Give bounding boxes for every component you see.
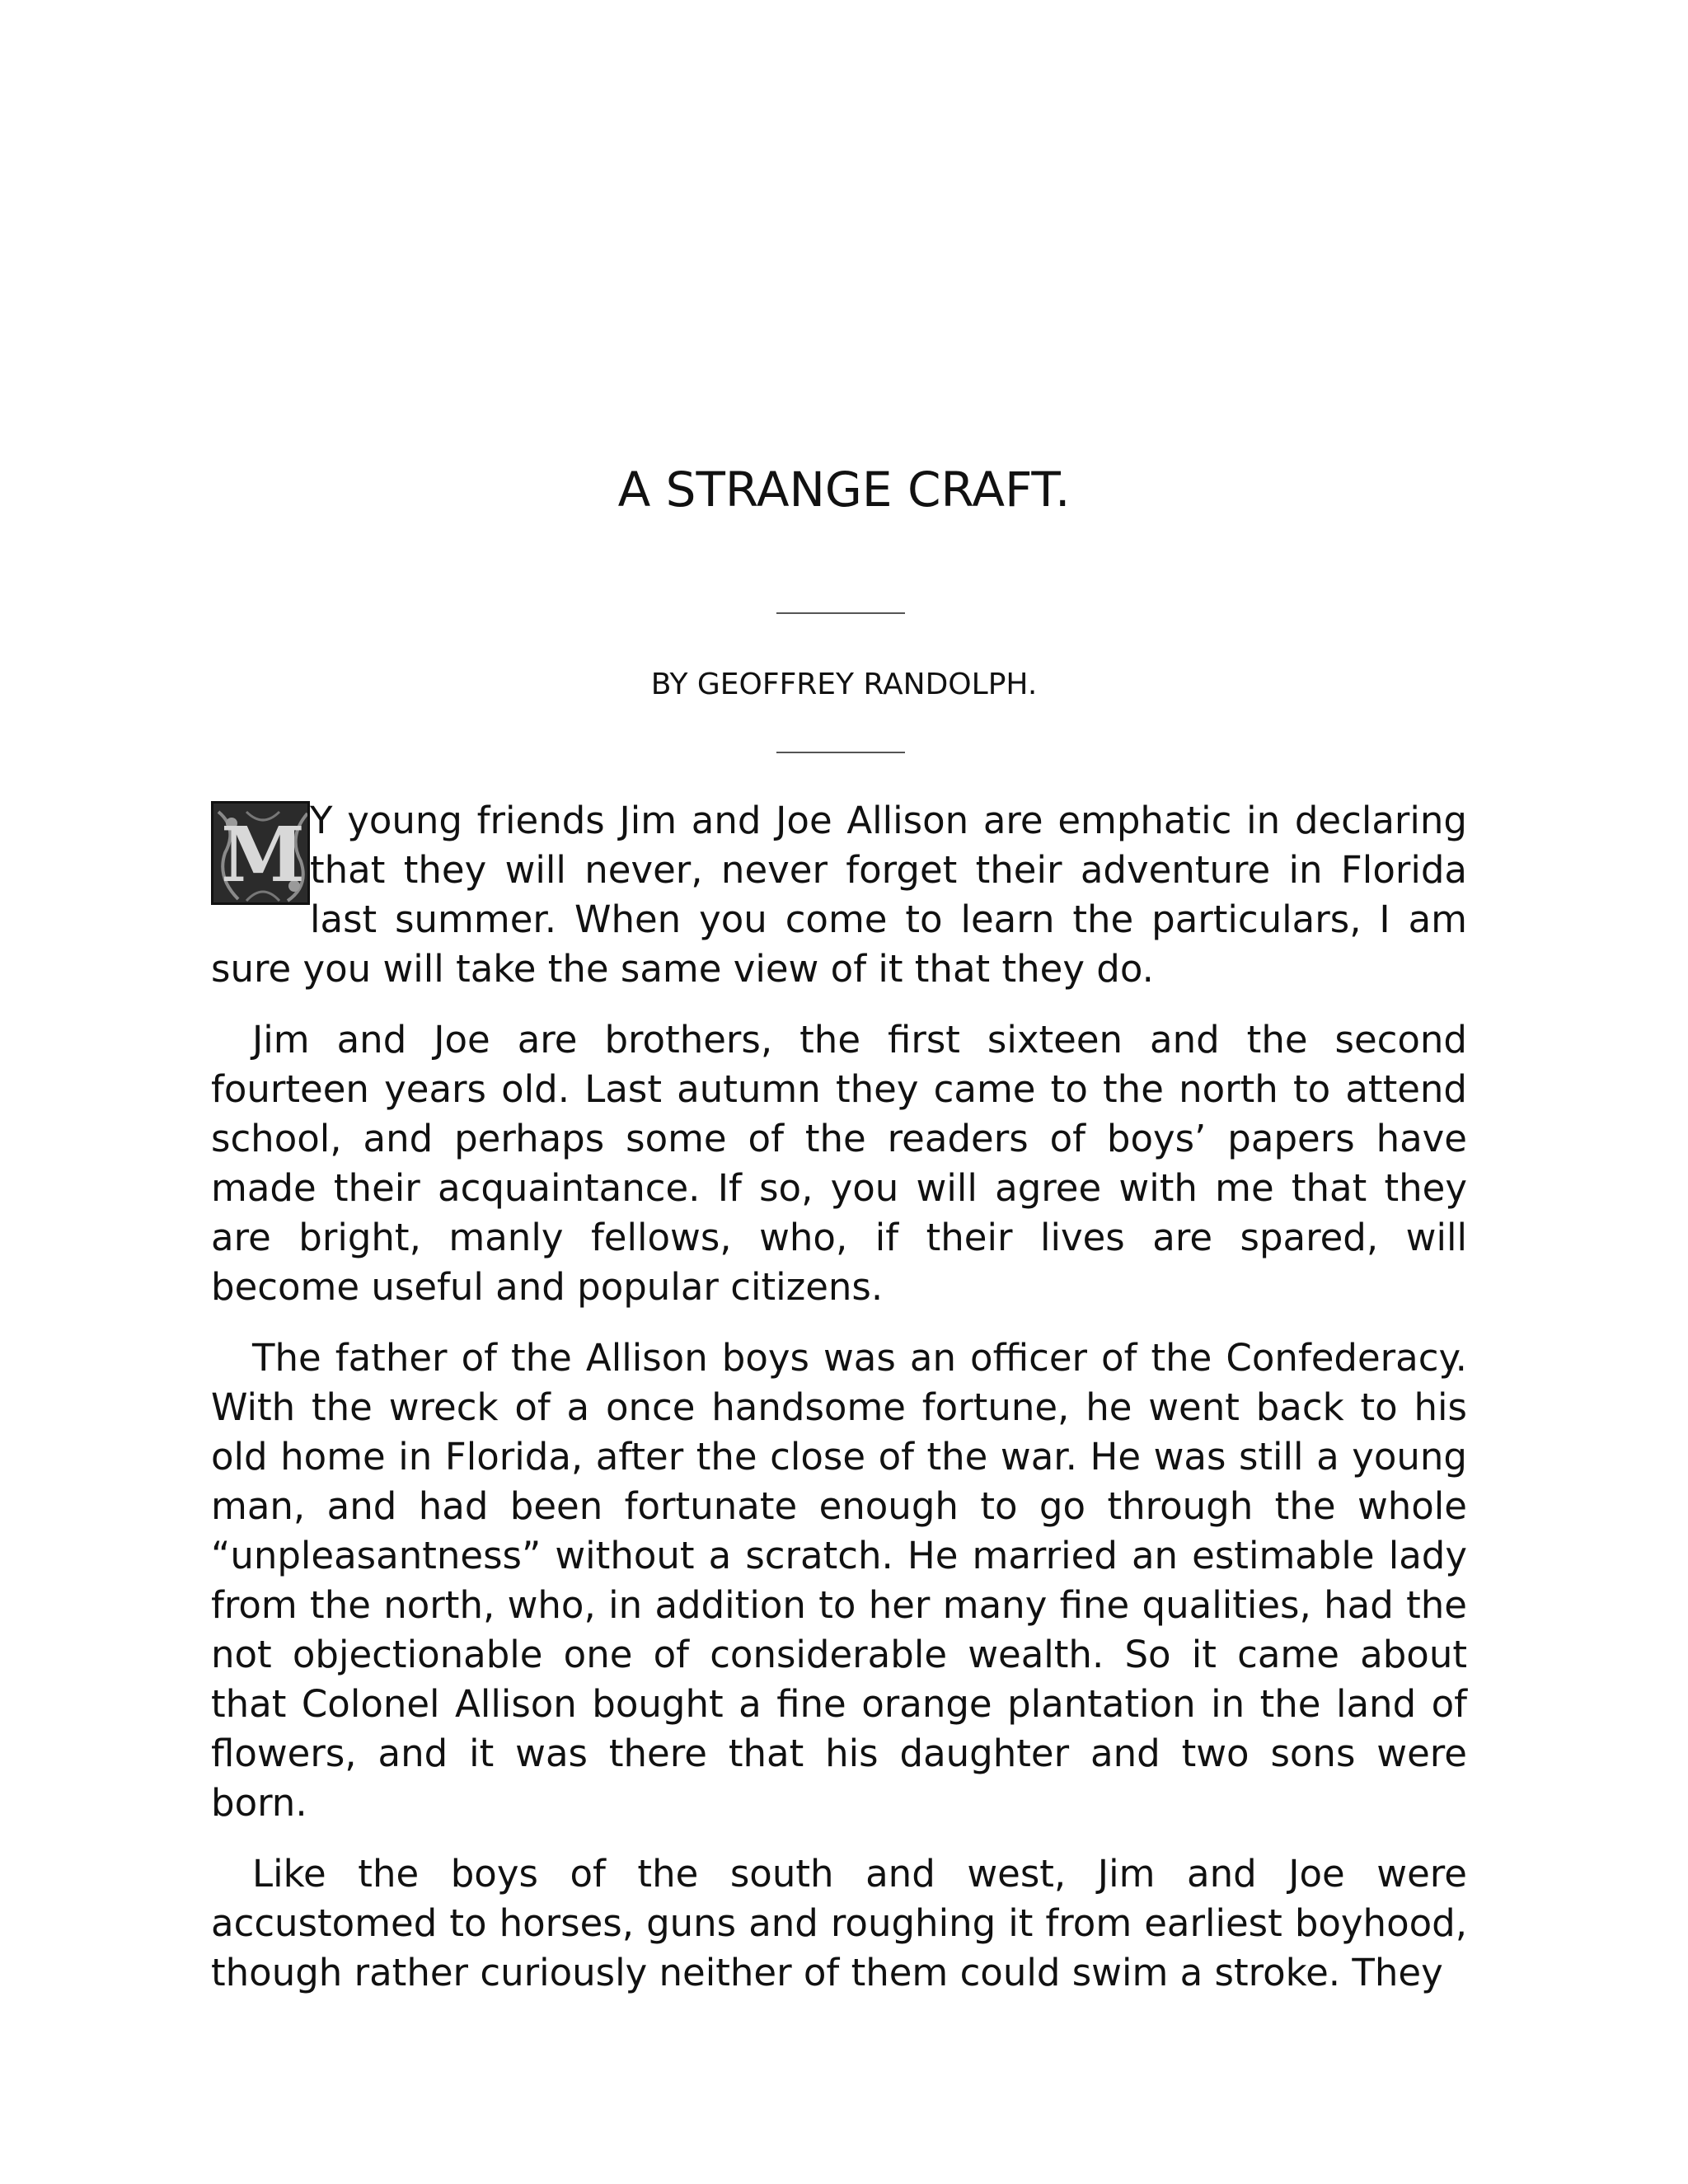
author-byline: BY GEOFFREY RANDOLPH. (650, 668, 1038, 701)
title-divider (776, 612, 905, 614)
paragraph-4: Like the boys of the south and west, Jim and Joe were accustomed to horses, guns and roughing it from earliest boyhood, though rather curiously neither of them could swim a stroke. They (211, 1852, 1467, 1994)
dropcap-ornament-icon (211, 801, 310, 905)
story-body (211, 796, 1467, 2019)
paragraph-1-line-3: last summer. When you come to learn the particulars, I am (310, 898, 1467, 941)
paragraph-1-rest: sure you will take the same view of it that they do. (211, 947, 1154, 991)
paragraph-3: The father of the Allison boys was an officer of the Confederacy. With the wreck of a once handsome fortune, he went back to his old home in Florida, after the close of the war. He was still a young man, and had been fortunate enough to go through the whole “unpleasantness” without a scratch. He married an estimable lady from the north, who, in addition to her many fine qualities, had the not objectionable one of considerable wealth. So it came about that Colonel Allison bought a fine orange plantation in the land of flowers, and it was there that his daughter and two sons were born. (211, 1336, 1467, 1825)
paragraph-2: Jim and Joe are brothers, the first sixteen and the second fourteen years old. Last autumn they came to the north to attend school, and perhaps some of the readers of boys’ papers have made their acquaintance. If so, you will agree with me that they are bright, manly fellows, who, if their lives are spared, will become useful and popular citizens. (211, 1018, 1467, 1309)
paragraph-1 (211, 796, 1467, 994)
story-title: A STRANGE CRAFT. (617, 462, 1071, 518)
paragraph-1-line-1: Y young friends Jim and Joe Allison are emphatic in declaring (310, 799, 1467, 842)
paragraph-1-line-2: that they will never, never forget their adventure in Florida (310, 848, 1467, 892)
byline-divider (776, 752, 905, 753)
dropcap-letter: M (221, 810, 305, 899)
ornamental-dropcap (211, 801, 310, 905)
